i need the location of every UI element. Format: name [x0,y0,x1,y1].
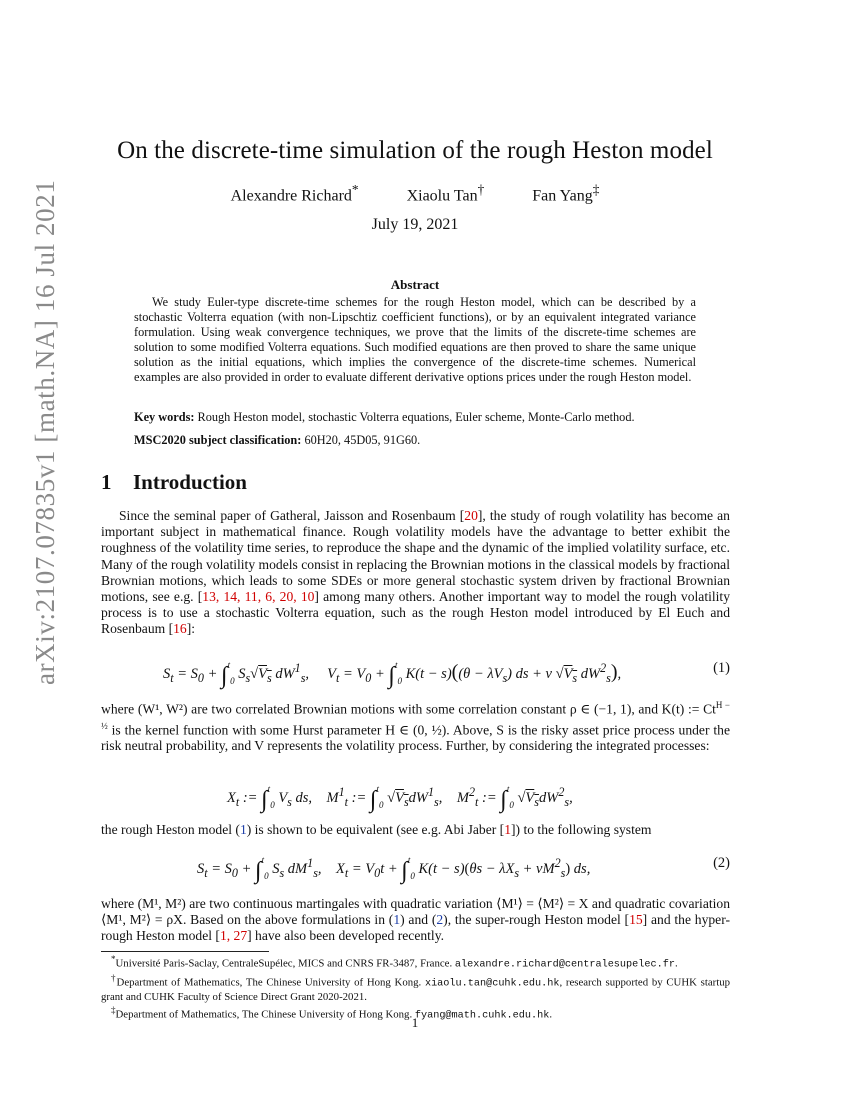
paragraph: the rough Heston model (1) is shown to be equivalent (see e.g. Abi Jaber [1]) to the following system [101,822,652,837]
citation-link[interactable]: 16 [173,621,187,637]
footnote: *Université Paris-Saclay, CentraleSupélec, MICS and CNRS FR-3487, France. alexandre.richard@centralesupelec.fr. [111,954,678,971]
equation-2: $S_t = S_0 + \int^t_0$ $S_s$ $dM^1_s$, $X_t = V_0t + \int^t_0$ $K(t - s)(\theta s - \lambda X_s + \nu M^2_s)$ ds, (2) [197,855,730,884]
footnote: ‡Department of Mathematics, The Chinese University of Hong Kong. fyang@math.cuhk.edu.hk. [111,1004,553,1022]
footnote: †Department of Mathematics, The Chinese University of Hong Kong. xiaolu.tan@cuhk.edu.hk, research supported by CUHK startup grant and CUHK Faculty of Science Direct Grant 2020-2021. [101,972,731,1003]
footnotes [101,953,730,1023]
paragraph: where (W¹, W²) are two correlated Brownian motions with some correlation constant ρ ∈ (−1, 1), and K(t) := $Ct^{H - \frac{1}{2}}$ is the kernel function with some Hurst parameter H ∈ (0, ½). Above, S is the risky asset price process under the risk neutral probability, and V represents the volatility process. Further, by considering the integrated processes: [101,700,731,754]
equation-1: $S_t = S_0 + \int^t_0$ $S_s√V_s$ $dW^1_s$, $V_t = V_0 + \int^t_0$ $K(t - s)((\theta - \lambda V_s)$ ds + ν $√V_s$ $dW^2_s$), (1) [163,660,730,689]
citation-link[interactable]: 1 [504,822,511,837]
msc-classification: MSC2020 subject classification: 60H20, 45D05, 91G60. [134,433,421,447]
equation-number: (2) [713,855,730,871]
author: Xiaolu Tan† [406,182,485,205]
section-heading: 1 Introduction [101,470,247,494]
equation-link[interactable]: 1 [393,912,401,928]
footnote-rule [101,951,269,952]
paper-date: July 19, 2021 [371,216,459,233]
citation-link[interactable]: 20 [464,508,478,523]
arxiv-identifier: arXiv:2107.07835v1 [math.NA] 16 Jul 2021 [30,179,60,685]
paragraph: where (M¹, M²) are two continuous martingales with quadratic variation ⟨M¹⟩ = ⟨M²⟩ = X and quadratic covariation ⟨M¹, M²⟩ = ρX. Based on the above formulations in (1) and (2), the super-rough Heston model [15] and the hyper-rough Heston model [1, 27] have also been developed recently. [101,896,730,944]
keywords: Key words: Rough Heston model, stochastic Volterra equations, Euler scheme, Monte-Carlo method. [134,410,635,424]
intro-paragraph: Since the seminal paper of Gatheral, Jaisson and Rosenbaum [20], the study of rough volatility has become an important subject in mathematical finance. Rough volatility models have the advantage to better exhibit the roughness of the volatility time series, to reproduce the shape and the dynamic of the implied volatility surface, etc. Many of the rough volatility models consist in replacing the Brownian motions in the classical models by fractional Brownian motions, which leads to some SDEs or more general stochastic system driven by fractional Brownian motions, see e.g. [13, 14, 11, 6, 20, 10] among many others. Another important way to model the rough volatility process is to use a stochastic Volterra equation, such as the rough Heston model introduced by El Euch and Rosenbaum [16]: [101,508,730,637]
citation-link[interactable]: 15 [629,912,643,928]
author-list [0,182,830,205]
equation-link[interactable]: 1 [239,822,247,837]
page-number: 1 [411,1015,419,1030]
citation-link[interactable]: 13, 14, 11, 6, 20, 10 [202,589,315,605]
email[interactable]: fyang@math.cuhk.edu.hk [414,1010,550,1022]
integrated-processes-equation: $X_t$ := ∫$^t_0$ $V_s$ ds, $M^1_t$ := ∫$^t_0$ $√V_sdW^1_s$, $M^2_t$ := ∫$^t_0$ $√V_sdW^2_s$, [227,784,573,813]
abstract-text: We study Euler-type discrete-time schemes for the rough Heston model, which can be described by a stochastic Volterra equation (with non-Lipschtiz coefficient functions), or by an equivalent integrated variance formulation. Using weak convergence techniques, we prove that the limits of the discrete-time schemes are solution to some modified Volterra equations. Such modified equations are then proved to share the same unique solution as the initial equations, which implies the convergence of the discrete-time schemes. Numerical examples are also provided in order to evaluate different derivative options prices under the rough Heston model. [134,295,696,385]
equation-link[interactable]: 2 [436,912,444,928]
equation-number: (1) [713,660,730,676]
email[interactable]: xiaolu.tan@cuhk.edu.hk [424,978,560,990]
author: Alexandre Richard* [230,182,359,205]
paper-title: On the discrete-time simulation of the rough Heston model [117,137,713,164]
citation-link[interactable]: 1, 27 [219,928,248,944]
author: Fan Yang‡ [532,182,600,205]
email[interactable]: alexandre.richard@centralesupelec.fr [454,959,675,971]
abstract-heading: Abstract [390,277,440,292]
